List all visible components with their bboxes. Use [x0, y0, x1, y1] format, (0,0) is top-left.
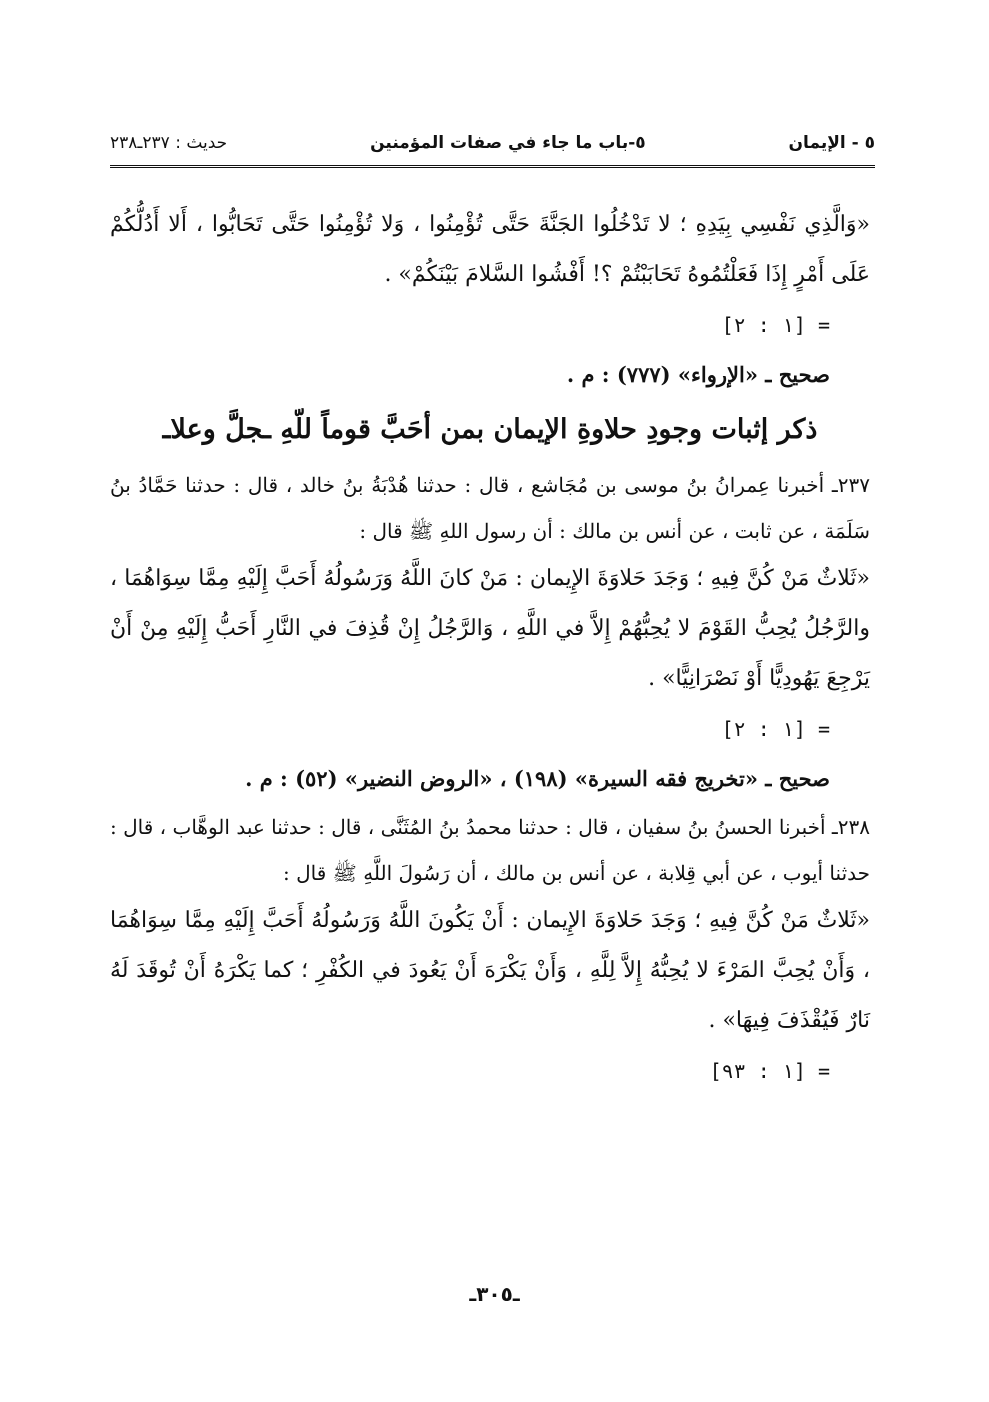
page-body [110, 200, 870, 1096]
section-title: ٥-باب ما جاء في صفات المؤمنين [370, 133, 646, 153]
hadith-range: حديث : ٢٣٧ـ٢٣٨ [110, 133, 228, 153]
cross-reference-238: = [١ : ٩٣] [709, 1059, 830, 1083]
hadith-text-continued: «وَالَّذِي نَفْسِي بِيَدِهِ ؛ لا تَدْخُلُوا الجَنَّةَ حَتَّى تُؤْمِنُوا ، وَلا تُؤْمِنُوا حَتَّى تَحَابُّوا ، أَلا أَدُلُّكُمْ عَلَى أَمْرٍ إِذَا فَعَلْتُمُوهُ تَحَابَبْتُمْ ؟! أَفْشُوا السَّلامَ بَيْنَكُمْ» . [110, 212, 870, 287]
isnad-238: ٢٣٨ـ أخبرنا الحسنُ بنُ سفيان ، قال : حدثنا محمدُ بنُ المُثَنَّى ، قال : حدثنا عبد الوهَّاب ، قال : حدثنا أيوب ، عن أبي قِلابة ، عن أنس بن مالك ، أن رَسُولَ اللَّهِ ﷺ قال : [110, 815, 870, 885]
grading-note-237: صحيح ـ «تخريج فقه السيرة» (١٩٨) ، «الروض النضير» (٥٢) : م . [245, 766, 830, 791]
cross-reference: = [١ : ٢] [721, 313, 830, 337]
running-header [110, 128, 875, 158]
cross-reference-237: = [١ : ٢] [721, 717, 830, 741]
chapter-heading: ذكر إثبات وجودِ حلاوةِ الإيمان بمن أحَبَّ قوماً للّهِ ـجلَّ وعلاـ [162, 414, 818, 445]
hadith-text-238: «ثَلاثٌ مَنْ كُنَّ فِيهِ ؛ وَجَدَ حَلاوَةَ الإِيمان : أَنْ يَكُونَ اللَّهُ وَرَسُولُهُ أَحَبَّ إِلَيْهِ مِمَّا سِوَاهُمَا ، وَأَنْ يُحِبَّ المَرْءَ لا يُحِبُّهُ إِلاَّ لِلَّهِ ، وَأَنْ يَكْرَهَ أَنْ يَعُودَ في الكُفْرِ ؛ كما يَكْرَهُ أَنْ تُوقَدَ لَهُ نَارٌ فَيُقْذَفَ فِيهَا» . [110, 908, 871, 1033]
chapter-title: ٥ - الإيمان [788, 133, 875, 153]
page-number: ـ٣٠٥ـ [469, 1282, 520, 1306]
isnad-237: ٢٣٧ـ أخبرنا عِمرانُ بنُ موسى بن مُجَاشع ، قال : حدثنا هُدْبَةُ بنُ خالد ، قال : حدثنا حَمَّادُ بنُ سَلَمَة ، عن ثابت ، عن أنس بن مالك : أن رسول اللهِ ﷺ قال : [110, 473, 870, 543]
grading-note: صحيح ـ «الإرواء» (٧٧٧) : م . [566, 362, 830, 387]
header-rule [110, 165, 875, 168]
hadith-text-237: «ثَلاثٌ مَنْ كُنَّ فِيهِ ؛ وَجَدَ حَلاوَةَ الإِيمان : مَنْ كانَ اللَّهُ وَرَسُولُهُ أَحَبَّ إِلَيْهِ مِمَّا سِوَاهُمَا ، والرَّجُلُ يُحِبُّ القَوْمَ لا يُحِبُّهُمْ إِلاَّ في اللَّهِ ، وَالرَّجُلُ إِنْ قُذِفَ في النَّارِ أَحَبُّ إِلَيْهِ مِنْ أَنْ يَرْجِعَ يَهُودِيًّا أَوْ نَصْرَانِيًّا» . [110, 566, 870, 691]
